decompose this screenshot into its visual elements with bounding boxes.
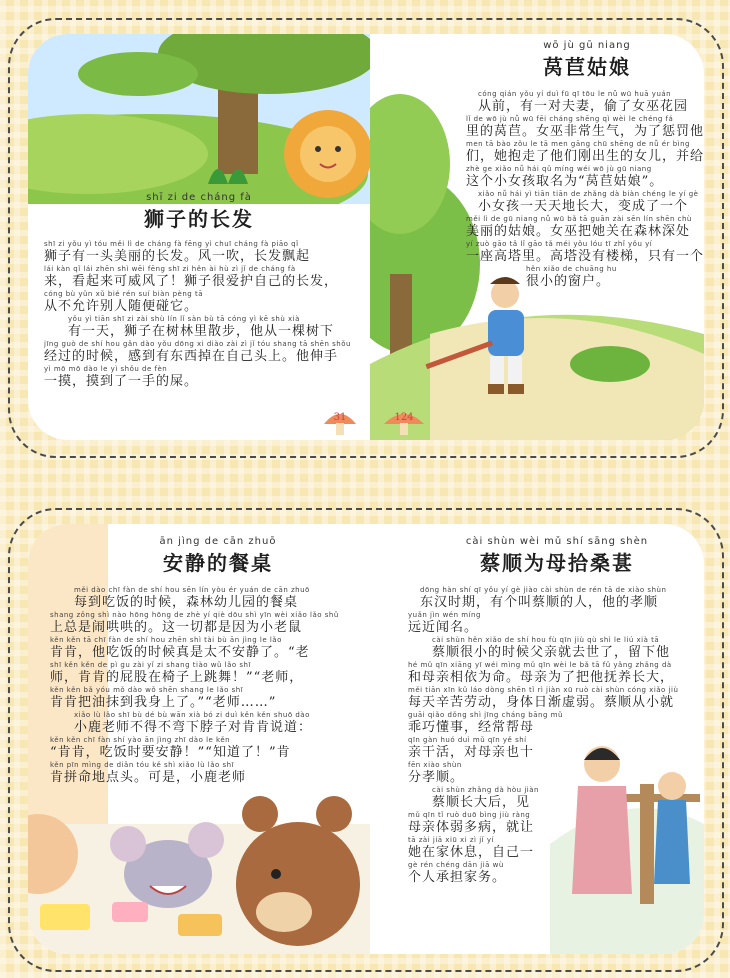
text-line: hé mǔ qīn xiāng yī wéi mìng mǔ qīn wèi le bǎ tā fǔ yǎng zhǎng dà 和母亲相依为命。母亲为了把他抚养长大， — [408, 661, 675, 685]
text-line: gè rén chéng dān jiā wù 个人承担家务。 — [408, 861, 507, 885]
lettuce-title-pinyin: wō jù gū niang — [543, 40, 631, 51]
caishun-title: 蔡顺为母拾桑葚 — [480, 551, 634, 575]
lion-page-number: 31 — [333, 412, 347, 423]
lettuce-title: 莴苣姑娘 — [543, 55, 631, 79]
text-line: jīng guò de shí hou gǎn dào yǒu dōng xi diào zài zì jǐ tóu shang tā shēn shǒu 经过的时候，感到有东西掉在自己头上。他伸手 — [44, 340, 351, 364]
lion-illustration — [28, 34, 370, 204]
text-line: yí zuò gāo tǎ lǐ gāo tǎ méi yǒu lóu tī zhǐ yǒu yí 一座高塔里。高塔没有楼梯，只有一个 — [466, 240, 704, 264]
text-line: shī zi yǒu yì tóu měi lì de cháng fà fēng yì chuī cháng fà piāo qǐ 狮子有一头美丽的长发。风一吹，长发飘起 — [44, 240, 311, 264]
text-line: guāi qiǎo dǒng shì jīng cháng bāng mǔ 乖巧懂事，经常帮母 — [408, 711, 563, 735]
lion-title-pinyin: shī zi de cháng fà — [146, 192, 252, 203]
text-line: kěn pīn mìng de diǎn tóu kě shì xiǎo lù lǎo shī 肯拼命地点头。可是，小鹿老师 — [50, 761, 247, 785]
text-line: měi lì de gū niang nǚ wū bǎ tā guān zài sēn lín shēn chù 美丽的姑娘。女巫把她关在森林深处 — [466, 215, 692, 239]
text-line: men tā bào zǒu le tā men gāng chū shēng de nǚ ér bìng 们，她抱走了他们刚出生的女儿，并给 — [466, 140, 704, 164]
table-title-block — [68, 536, 368, 576]
caishun-title-block — [410, 536, 704, 576]
caishun-text — [408, 586, 704, 886]
lettuce-page — [370, 34, 704, 440]
lettuce-page-number: 124 — [394, 412, 414, 423]
text-line: fēn xiào shùn 分孝顺。 — [408, 761, 465, 785]
text-line: shang zǒng shì nào hōng hōng de zhè yí qiè dōu shì yīn wèi xiǎo lǎo shǔ 上总是闹哄哄的。这一切都是因为小老鼠 — [50, 611, 339, 635]
text-line: xiǎo nǚ hái yì tiān tiān de zhǎng dà biàn chéng le yí gè 小女孩一天天地长大，变成了一个 — [478, 190, 699, 214]
text-line: tā zài jiā xiū xi zì jǐ yí 她在家休息，自己一 — [408, 836, 535, 860]
table-title-pinyin: ān jìng de cān zhuō — [159, 536, 277, 547]
text-line: hěn xiǎo de chuāng hu 很小的窗户。 — [526, 265, 617, 289]
text-line: xiǎo lù lǎo shī bù dé bù wān xià bó zi duì kěn kěn shuō dào 小鹿老师不得不弯下脖子对肯肯说道： — [74, 711, 313, 735]
text-line: kěn kěn chī fàn shí yào ān jìng zhī dào le kěn “肯肯，吃饭时要安静！”“知道了！”肯 — [50, 736, 291, 760]
text-line: kěn kěn bǎ yóu mǒ dào wǒ shēn shang le lǎo shī 肯肯把油抹到我身上了。”“老师……” — [50, 686, 277, 710]
lion-page — [28, 34, 370, 440]
text-line: cài shùn zhǎng dà hòu jiàn 蔡顺长大后，见 — [432, 786, 539, 810]
text-line: shī kěn kěn de pì gu zài yǐ zi shang tiào wǔ lǎo shī 师，肯肯的屁股在椅子上跳舞！”“老师， — [50, 661, 304, 685]
lettuce-text — [466, 90, 704, 290]
caishun-title-pinyin: cài shùn wèi mǔ shí sāng shèn — [465, 536, 649, 547]
text-line: lǐ de wō jù nǚ wū fēi cháng shēng qì wèi le chéng fá 里的莴苣。女巫非常生气，为了惩罚他 — [466, 115, 704, 139]
text-line: dōng hàn shí qī yǒu yí gè jiào cài shùn de rén tā de xiào shùn 东汉时期，有个叫蔡顺的人，他的孝顺 — [420, 586, 667, 610]
text-line: yì mō mō dào le yì shǒu de fèn 一摸，摸到了一手的屎。 — [44, 365, 199, 389]
caishun-page — [370, 524, 704, 954]
text-line: měi dào chī fàn de shí hou sēn lín yòu ér yuán de cān zhuō 每到吃饭的时候，森林幼儿园的餐桌 — [74, 586, 310, 610]
table-title: 安静的餐桌 — [163, 551, 273, 575]
lettuce-title-block — [470, 40, 704, 80]
text-line: lái kàn qǐ lái zhēn shì wēi fēng shī zi hěn ài hù zì jǐ de cháng fà 来，看起来可威风了！狮子很爱护自己的长发， — [44, 265, 339, 289]
lion-text — [44, 240, 368, 390]
lion-title: 狮子的长发 — [144, 207, 254, 231]
lion-title-block — [28, 192, 370, 232]
text-line: cóng qián yǒu yí duì fū qī tōu le nǚ wū huā yuán 从前，有一对夫妻，偷了女巫花园 — [478, 90, 689, 114]
text-line: cài shùn hěn xiǎo de shí hou fù qīn jiù qù shì le liú xià tā 蔡顺很小的时候父亲就去世了，留下他 — [432, 636, 671, 660]
text-line: mǔ qīn tǐ ruò duō bìng jiù ràng 母亲体弱多病，就让 — [408, 811, 535, 835]
text-line: qīn gàn huó duì mǔ qīn yě shí 亲干活，对母亲也十 — [408, 736, 535, 760]
text-line: kěn kěn tā chī fàn de shí hou zhēn shì tài bù ān jìng le lǎo 肯肯，他吃饭的时候真是太不安静了。“老 — [50, 636, 310, 660]
table-page — [28, 524, 370, 954]
text-line: měi tiān xīn kǔ láo dòng shēn tǐ rì jiàn xū ruò cài shùn cóng xiǎo jiù 每天辛苦劳动，身体日渐虚弱。蔡顺从小就 — [408, 686, 679, 710]
text-line: yǒu yì tiān shī zi zài shù lín lǐ sàn bù tā cóng yì kē shù xià 有一天，狮子在树林里散步，他从一棵树下 — [68, 315, 335, 339]
table-text — [50, 586, 370, 786]
text-line: cóng bù yǔn xǔ bié rén suí biàn pèng tā 从不允许别人随便碰它。 — [44, 290, 203, 314]
text-line: zhè ge xiǎo nǚ hái qǔ míng wéi wō jù gū niang 这个小女孩取名为“莴苣姑娘”。 — [466, 165, 664, 189]
text-line: yuǎn jìn wén míng 远近闻名。 — [408, 611, 481, 635]
